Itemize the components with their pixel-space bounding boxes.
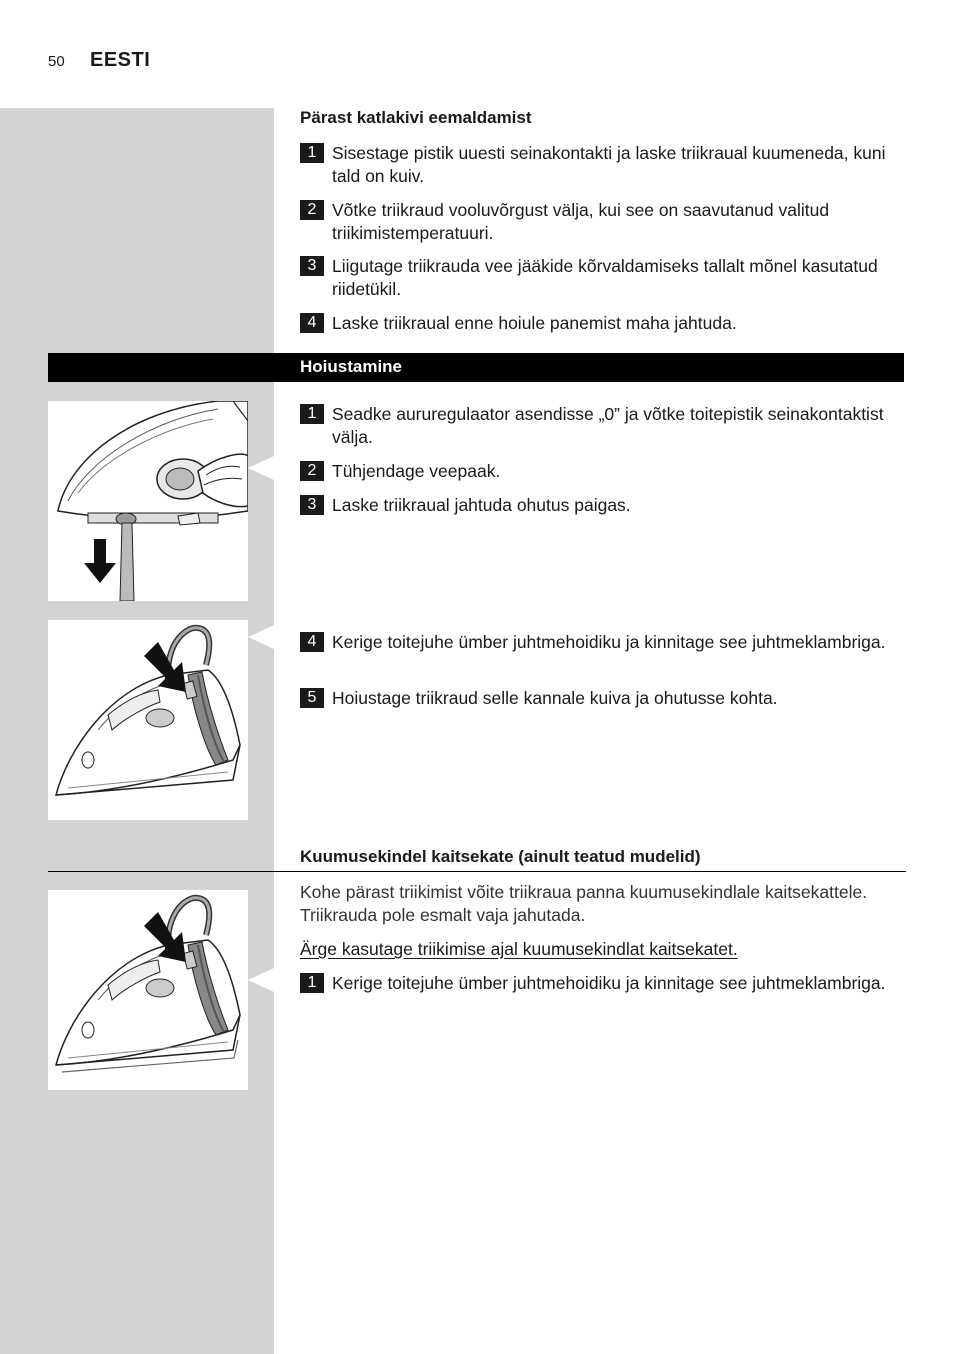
step-number: 4	[300, 313, 324, 333]
step-text: Laske triikraual enne hoiule panemist maha jahtuda.	[332, 313, 737, 333]
step-item	[300, 687, 890, 710]
figure-iron-heat-cover	[48, 890, 248, 1090]
figure-pointer	[248, 456, 274, 480]
step-number: 1	[300, 143, 324, 163]
intro-paragraph: Kohe pärast triikimist võite triikraua panna kuumusekindlale kaitsekattele. Triikrauda pole esmalt vaja jahutada.	[300, 882, 868, 925]
step-item	[300, 142, 890, 188]
step-text: Võtke triikraud vooluvõrgust välja, kui see on saavutanud valitud triikimistemperatuuri.	[332, 200, 830, 243]
step-number: 4	[300, 632, 324, 652]
warning-text: Ärge kasutage triikimise ajal kuumusekindlat kaitsekatet.	[300, 939, 738, 959]
step-item	[300, 312, 890, 335]
section-title-heat-cover: Kuumusekindel kaitsekate (ainult teatud mudelid)	[300, 847, 701, 866]
step-item	[300, 494, 890, 517]
step-text: Laske triikraual jahtuda ohutus paigas.	[332, 495, 631, 515]
step-number: 3	[300, 495, 324, 515]
step-number: 3	[300, 256, 324, 276]
page-number: 50	[48, 53, 65, 70]
language-heading: EESTI	[90, 49, 151, 71]
figure-pointer	[248, 625, 274, 649]
step-item	[300, 460, 890, 483]
figure-pointer	[248, 968, 274, 992]
step-item	[300, 631, 890, 654]
step-item	[300, 255, 890, 301]
figure-iron-cord-wrap	[48, 620, 248, 820]
step-number: 2	[300, 200, 324, 220]
figure-iron-unplug	[48, 401, 248, 601]
step-number: 5	[300, 688, 324, 708]
step-number: 2	[300, 461, 324, 481]
iron-cord-wrap-icon	[48, 620, 248, 820]
step-item	[300, 199, 890, 245]
step-text: Liigutage triikrauda vee jääkide kõrvaldamiseks tallalt mõnel kasutatud riidetükil.	[332, 256, 878, 299]
step-text: Hoiustage triikraud selle kannale kuiva ja ohutusse kohta.	[332, 688, 778, 708]
iron-heat-cover-icon	[48, 890, 248, 1090]
step-item	[300, 972, 890, 995]
step-item	[300, 403, 890, 449]
step-number: 1	[300, 404, 324, 424]
step-number: 1	[300, 973, 324, 993]
step-text: Kerige toitejuhe ümber juhtmehoidiku ja kinnitage see juhtmeklambriga.	[332, 632, 886, 652]
step-text: Sisestage pistik uuesti seinakontakti ja laske triikraual kuumeneda, kuni tald on kuiv.	[332, 143, 886, 186]
step-text: Seadke aururegulaator asendisse „0” ja võtke toitepistik seinakontaktist välja.	[332, 404, 884, 447]
step-text: Kerige toitejuhe ümber juhtmehoidiku ja kinnitage see juhtmeklambriga.	[332, 973, 886, 993]
section-title-after-descaling: Pärast katlakivi eemaldamist	[300, 108, 532, 127]
iron-unplug-icon	[48, 401, 248, 601]
section-bar-storage	[48, 353, 904, 382]
section-title-storage: Hoiustamine	[300, 357, 403, 376]
section-divider	[48, 871, 906, 872]
step-text: Tühjendage veepaak.	[332, 461, 501, 481]
